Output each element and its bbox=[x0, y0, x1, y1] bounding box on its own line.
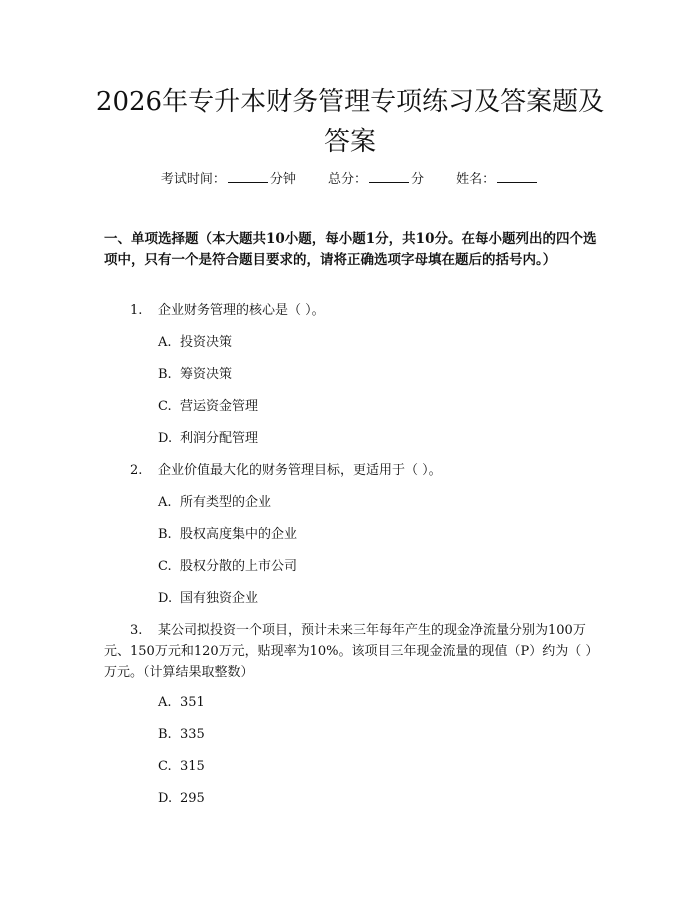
option-2b[interactable] bbox=[158, 525, 297, 545]
option-text: 351 bbox=[180, 695, 205, 710]
question-text: 企业财务管理的核心是（ ）。 bbox=[158, 303, 325, 318]
option-letter: D. bbox=[158, 591, 173, 606]
option-2d[interactable] bbox=[158, 589, 258, 609]
option-text: 315 bbox=[180, 759, 205, 774]
option-text: 投资决策 bbox=[180, 335, 233, 350]
question-number: 3. bbox=[130, 623, 143, 638]
option-letter: B. bbox=[158, 367, 172, 382]
total-score-unit: 分 bbox=[411, 172, 425, 187]
name-field bbox=[456, 168, 539, 190]
name-blank[interactable] bbox=[497, 168, 537, 183]
total-score-field bbox=[328, 168, 424, 190]
option-text: 335 bbox=[180, 727, 205, 742]
option-3d[interactable] bbox=[158, 789, 205, 809]
exam-meta bbox=[0, 168, 700, 190]
option-text: 股权高度集中的企业 bbox=[180, 527, 298, 542]
exam-time-field bbox=[161, 168, 296, 190]
option-text: 筹资决策 bbox=[180, 367, 233, 382]
option-text: 国有独资企业 bbox=[180, 591, 259, 606]
option-letter: A. bbox=[158, 695, 172, 710]
option-letter: B. bbox=[158, 727, 172, 742]
question-text: 某公司拟投资一个项目，预计未来三年每年产生的现金净流量分别为100万元、150万元和120万元，贴现率为10%。该项目三年现金流量的现值（P）约为（ ）万元。（计算结果取整数） bbox=[104, 623, 599, 680]
question-3 bbox=[104, 620, 606, 683]
option-text: 295 bbox=[180, 791, 205, 806]
option-1c[interactable] bbox=[158, 397, 258, 417]
option-letter: C. bbox=[158, 399, 172, 414]
total-score-blank[interactable] bbox=[369, 168, 409, 183]
question-1 bbox=[104, 300, 606, 321]
option-2a[interactable] bbox=[158, 493, 271, 513]
exam-time-blank[interactable] bbox=[228, 168, 268, 183]
exam-time-label: 考试时间： bbox=[160, 172, 226, 187]
option-2c[interactable] bbox=[158, 557, 297, 577]
option-text: 利润分配管理 bbox=[180, 431, 259, 446]
option-letter: D. bbox=[158, 431, 173, 446]
option-1a[interactable] bbox=[158, 333, 232, 353]
option-letter: B. bbox=[158, 527, 172, 542]
question-2 bbox=[104, 460, 606, 481]
option-3c[interactable] bbox=[158, 757, 205, 777]
option-text: 股权分散的上市公司 bbox=[180, 559, 298, 574]
question-text: 企业价值最大化的财务管理目标，更适用于（ ）。 bbox=[158, 463, 442, 478]
option-3a[interactable] bbox=[158, 693, 205, 713]
document-title: 2026年专升本财务管理专项练习及答案题及答案 bbox=[95, 87, 605, 157]
section-heading: 一、单项选择题（本大题共10小题，每小题1分，共10分。在每小题列出的四个选项中，只有一个是符合题目要求的，请将正确选项字母填在题后的括号内。） bbox=[104, 231, 597, 268]
question-number: 2. bbox=[130, 463, 143, 478]
option-letter: A. bbox=[158, 495, 172, 510]
option-3b[interactable] bbox=[158, 725, 205, 745]
option-1b[interactable] bbox=[158, 365, 232, 385]
option-letter: C. bbox=[158, 559, 172, 574]
option-text: 所有类型的企业 bbox=[180, 495, 272, 510]
option-letter: C. bbox=[158, 759, 172, 774]
total-score-label: 总分： bbox=[327, 172, 367, 187]
option-1d[interactable] bbox=[158, 429, 258, 449]
question-number: 1. bbox=[130, 303, 143, 318]
name-label: 姓名： bbox=[456, 172, 496, 187]
exam-time-unit: 分钟 bbox=[269, 172, 296, 187]
option-text: 营运资金管理 bbox=[180, 399, 259, 414]
option-letter: A. bbox=[158, 335, 172, 350]
option-letter: D. bbox=[158, 791, 173, 806]
